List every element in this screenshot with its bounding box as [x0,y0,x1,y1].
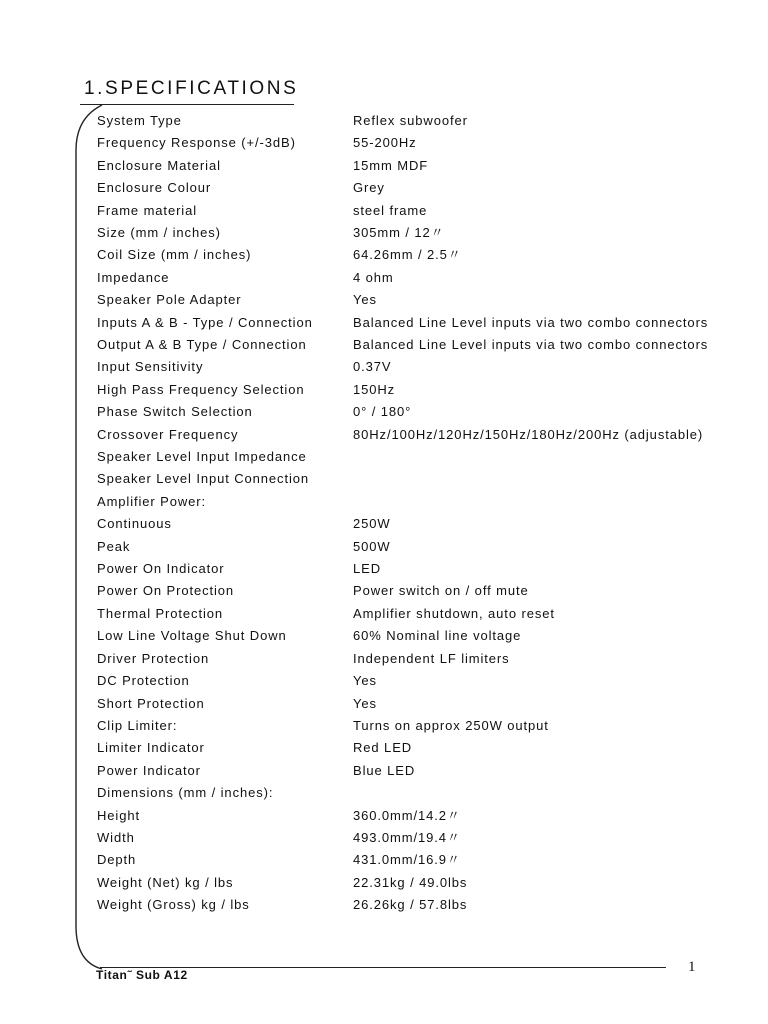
spec-value: Yes [353,695,377,711]
spec-label: Speaker Level Input Connection [97,471,310,487]
spec-value: 0° / 180° [353,404,412,420]
spec-row [97,424,717,446]
spec-row [97,558,717,580]
spec-label: Impedance [97,269,170,285]
spec-label: Coil Size (mm / inches) [97,247,252,263]
spec-value: Turns on approx 250W output [353,717,549,733]
page-number: 1 [688,959,696,975]
spec-label: Weight (Net) kg / lbs [97,874,234,890]
spec-row [97,177,717,199]
spec-value: Reflex subwoofer [353,113,468,128]
spec-label: Low Line Voltage Shut Down [97,628,287,644]
spec-row [97,356,717,378]
spec-label: Frequency Response (+/-3dB) [97,135,296,151]
title-underline [80,104,294,105]
spec-label: Dimensions (mm / inches): [97,785,274,801]
spec-value: 500W [353,538,391,554]
spec-label: Power Indicator [97,762,201,778]
spec-label: Crossover Frequency [97,426,239,442]
spec-row [97,894,717,916]
spec-label: Short Protection [97,695,205,711]
spec-value: 60% Nominal line voltage [353,628,522,644]
spec-row [97,603,717,625]
spec-value: Balanced Line Level inputs via two combo connectors [353,337,709,353]
spec-row [97,289,717,311]
spec-value: Yes [353,292,377,308]
spec-row [97,670,717,692]
spec-value: 15mm MDF [353,157,429,173]
spec-value: 80Hz/100Hz/120Hz/150Hz/180Hz/200Hz (adjustable) [353,426,704,442]
spec-row [97,155,717,177]
spec-value: Grey [353,180,385,196]
spec-row [97,267,717,289]
spec-value: 431.0mm/16.9〃 [353,852,461,868]
spec-value: 250W [353,516,391,532]
spec-row [97,491,717,513]
spec-label: Frame material [97,202,198,218]
spec-row [97,760,717,782]
spec-label: Speaker Level Input Impedance [97,449,307,465]
spec-row [97,715,717,737]
spec-value: 4 ohm [353,269,394,285]
spec-label: Output A & B Type / Connection [97,337,307,353]
spec-label: Continuous [97,516,172,532]
spec-label: Height [97,807,140,823]
spec-value: 360.0mm/14.2〃 [353,807,461,823]
spec-row [97,132,717,154]
spec-label: System Type [97,113,182,128]
spec-value: 22.31kg / 49.0lbs [353,874,468,890]
spec-row [97,580,717,602]
spec-label: Limiter Indicator [97,740,205,756]
spec-value: 305mm / 12〃 [353,225,445,241]
page-title: 1.SPECIFICATIONS [84,78,299,99]
spec-row [97,222,717,244]
spec-label: DC Protection [97,673,190,689]
spec-row [97,872,717,894]
spec-value: Red LED [353,740,413,756]
spec-value: 493.0mm/19.4〃 [353,829,461,845]
spec-row [97,446,717,468]
spec-label: Inputs A & B - Type / Connection [97,314,313,330]
spec-value: steel frame [353,202,428,218]
spec-value: Balanced Line Level inputs via two combo connectors [353,314,709,330]
spec-value: LED [353,561,381,577]
spec-row [97,312,717,334]
spec-label: Input Sensitivity [97,359,204,375]
spec-row [97,693,717,715]
spec-label: Amplifier Power: [97,493,207,509]
spec-label: Clip Limiter: [97,717,178,733]
spec-value: 55-200Hz [353,135,417,151]
spec-label: Size (mm / inches) [97,225,221,241]
spec-row [97,334,717,356]
spec-row [97,536,717,558]
spec-table [97,110,717,917]
spec-row [97,401,717,423]
spec-row [97,200,717,222]
spec-value: Amplifier shutdown, auto reset [353,605,555,621]
spec-label: Thermal Protection [97,605,224,621]
spec-label: Enclosure Colour [97,180,212,196]
footer-brand: Titan˜ Sub A12 [96,968,188,982]
spec-row [97,379,717,401]
spec-label: Driver Protection [97,650,210,666]
spec-row [97,782,717,804]
spec-value: Blue LED [353,762,416,778]
spec-row [97,468,717,490]
spec-label: Peak [97,538,131,554]
spec-value: 0.37V [353,359,392,375]
spec-value: 26.26kg / 57.8lbs [353,897,468,913]
spec-row [97,648,717,670]
spec-value: Independent LF limiters [353,650,510,666]
spec-label: Depth [97,852,137,868]
spec-label: Weight (Gross) kg / lbs [97,897,250,913]
spec-row [97,849,717,871]
spec-value: 150Hz [353,381,396,397]
spec-row [97,805,717,827]
spec-label: Width [97,829,135,845]
spec-value: 64.26mm / 2.5〃 [353,247,462,263]
spec-value: Power switch on / off mute [353,583,529,599]
spec-label: Speaker Pole Adapter [97,292,242,308]
spec-label: Enclosure Material [97,157,221,173]
spec-label: High Pass Frequency Selection [97,381,305,397]
spec-row [97,737,717,759]
spec-row [97,827,717,849]
spec-value: Yes [353,673,377,689]
spec-label: Power On Protection [97,583,235,599]
spec-row [97,244,717,266]
spec-row [97,625,717,647]
spec-row [97,513,717,535]
spec-label: Power On Indicator [97,561,225,577]
spec-row [97,110,717,132]
spec-label: Phase Switch Selection [97,404,253,420]
